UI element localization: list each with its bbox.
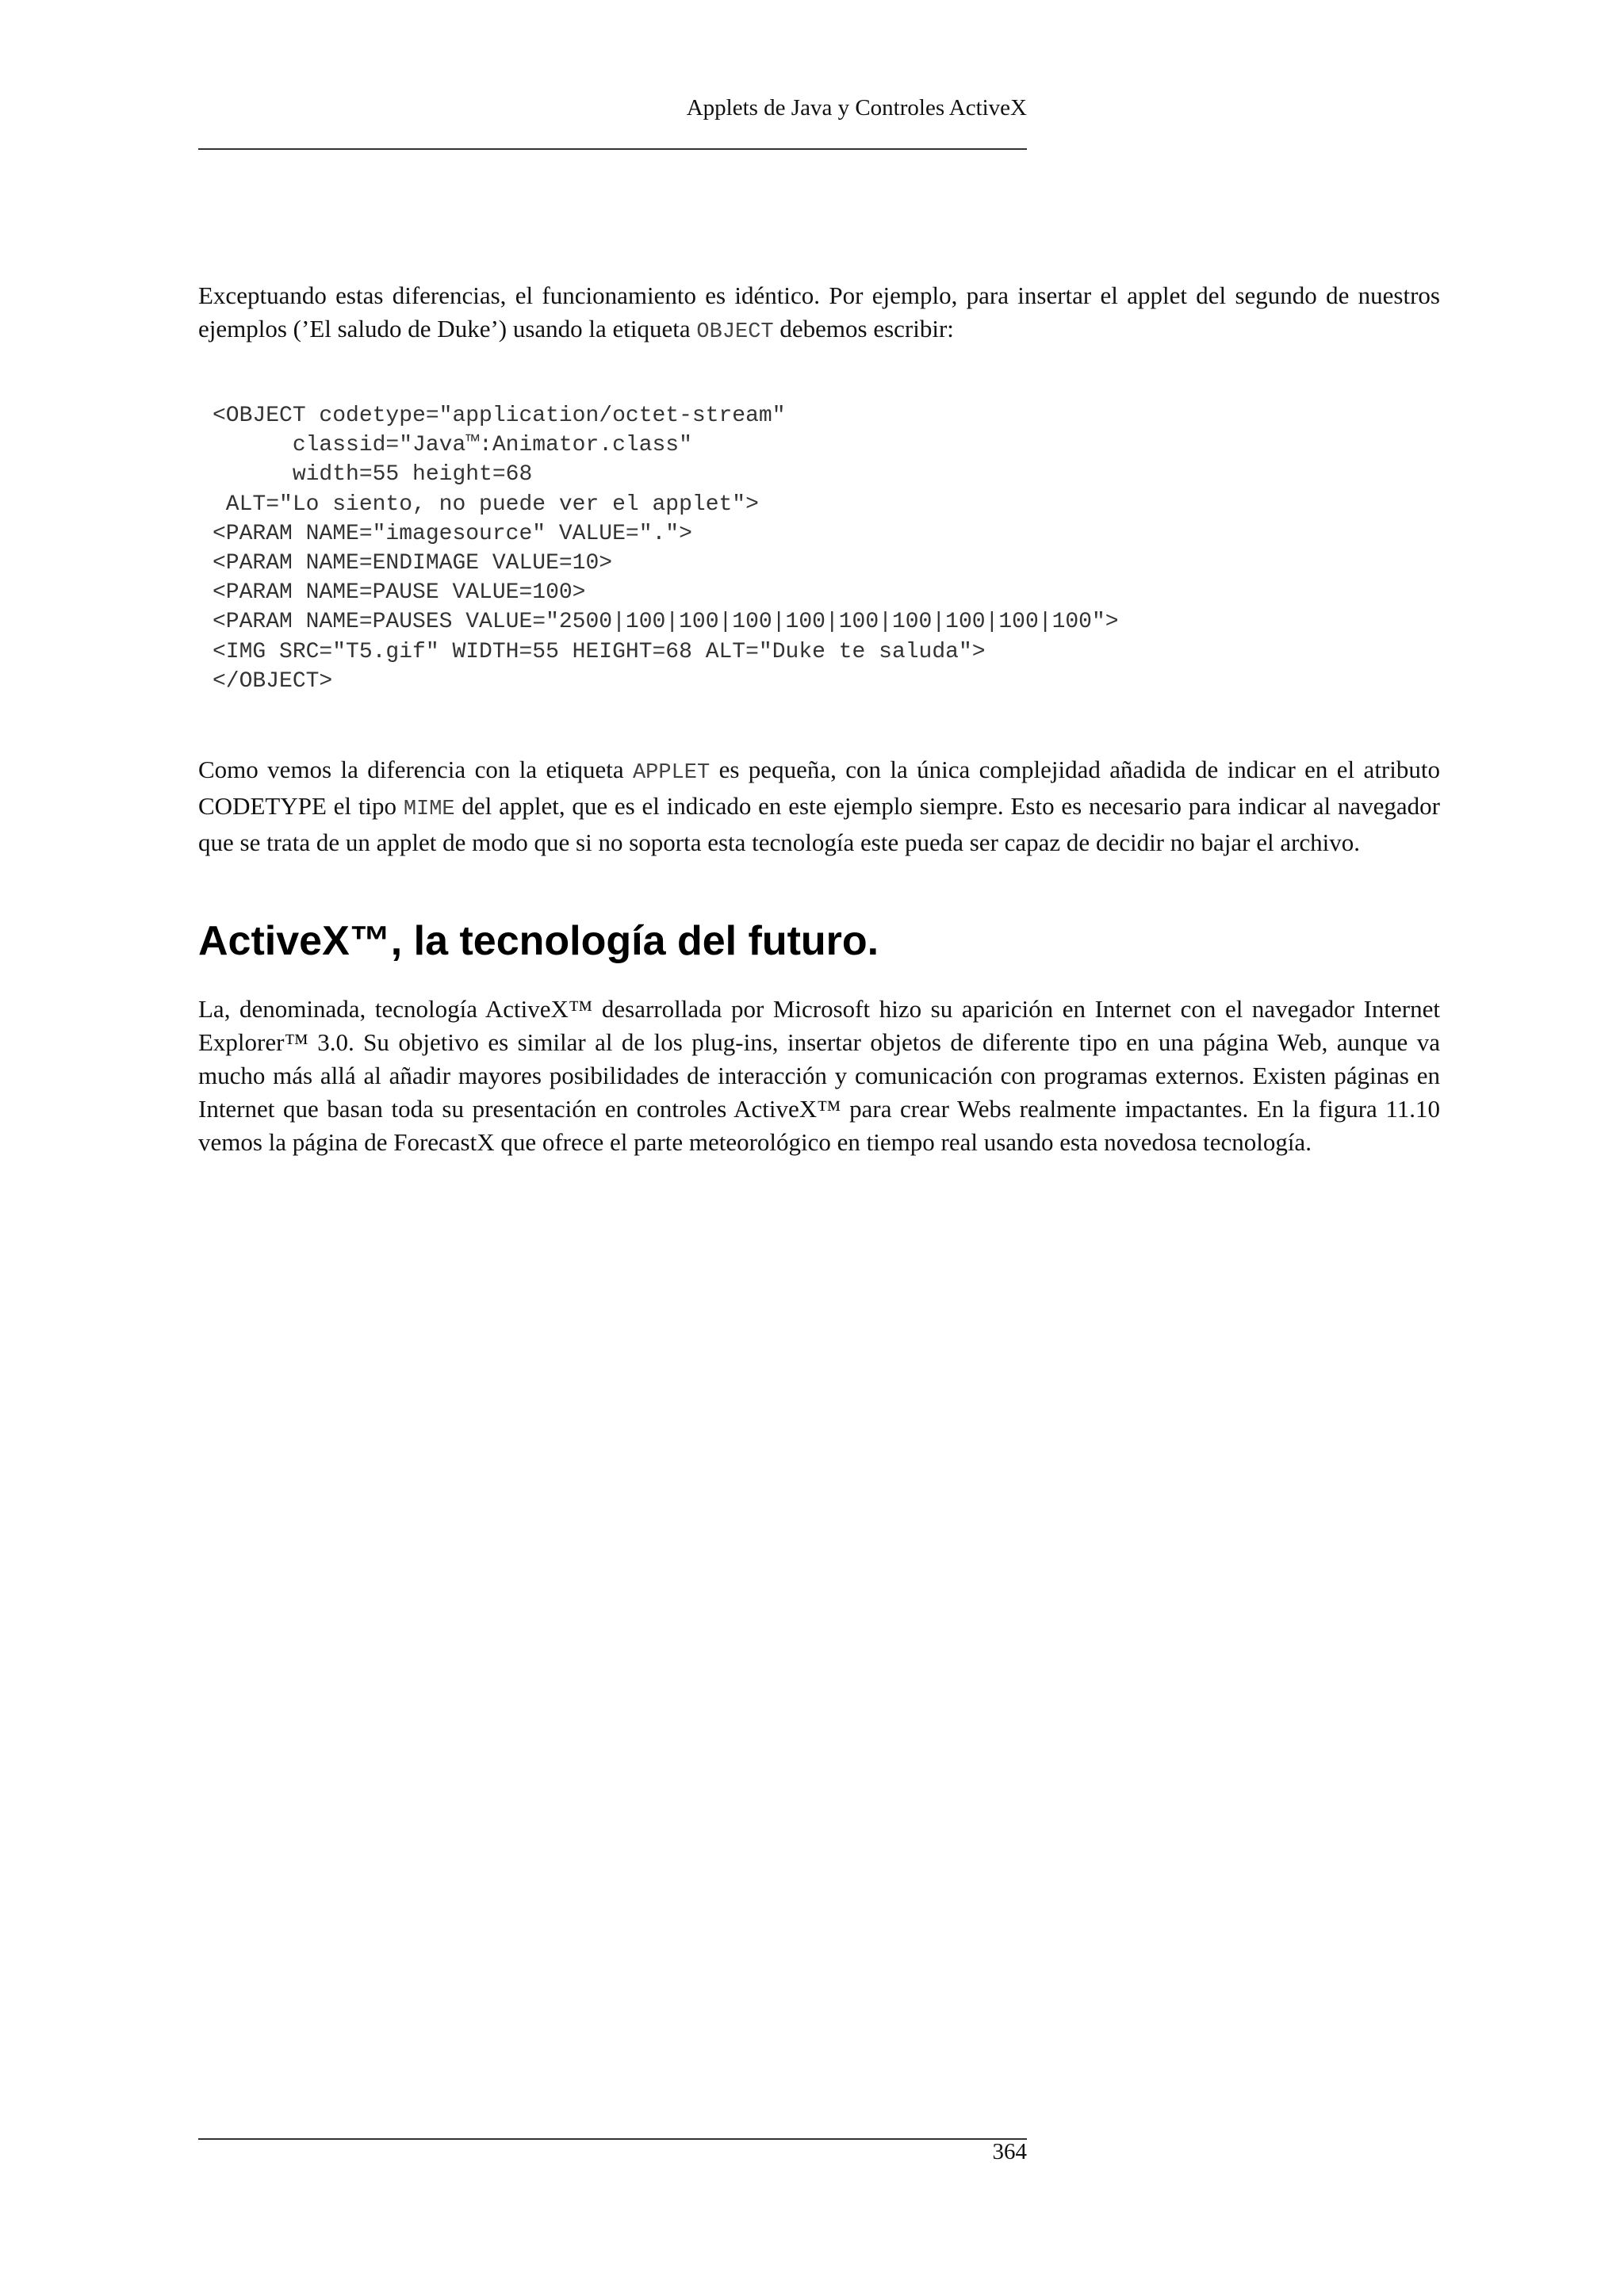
code-block (213, 401, 1434, 696)
code-line: <OBJECT codetype="application/octet-stream" (213, 404, 786, 428)
intro-text: Exceptuando estas diferencias, el funcionamiento es idéntico. Por ejemplo, para insertar el applet del segundo de nuestros ejemplos (’El saludo de Duke’) usando la etiqueta (198, 281, 1440, 342)
explanation-text: Como vemos la diferencia con la etiqueta (198, 756, 633, 783)
code-line: width=55 height=68 (213, 462, 533, 488)
running-header: Applets de Java y Controles ActiveX (686, 95, 1027, 121)
code-line: <PARAM NAME=ENDIMAGE VALUE=10> (213, 550, 613, 576)
explanation-text: del applet, que es el indicado en este ejemplo siempre. Esto es necesario para indicar al navegador que se trata de un applet de modo que si no soporta esta tecnología este pueda ser capaz de decidir no bajar el archivo. (198, 792, 1440, 856)
page-number: 364 (992, 2139, 1027, 2164)
explanation-text: es pequeña, con la única complejidad añadida de indicar en el atributo CODETYPE el tipo (198, 756, 1440, 820)
section-heading: ActiveX™, la tecnología del futuro. (198, 918, 879, 964)
code-line: <IMG SRC="T5.gif" WIDTH=55 HEIGHT=68 ALT="Duke te saluda"> (213, 639, 986, 664)
code-line: <PARAM NAME=PAUSE VALUE=100> (213, 580, 586, 606)
intro-paragraph (198, 279, 1440, 349)
code-line: ALT="Lo siento, no puede ver el applet"> (213, 492, 759, 517)
activex-paragraph: La, denominada, tecnología ActiveX™ desarrollada por Microsoft hizo su aparición en Internet con el navegador Internet Explorer™ 3.0. Su objetivo es similar al de los plug-ins, insertar objetos de diferente tipo en una página Web, aunque va mucho más allá al añadir mayores posibilidades de interacción y comunicación con programas externos. Existen páginas en Internet que basan toda su presentación en controles ActiveX™ para crear Webs realmente impactantes. En la figura 11.10 vemos la página de ForecastX que ofrece el parte meteorológico en tiempo real usando esta novedosa tecnología. (198, 995, 1440, 1156)
code-line: classid="Java™:Animator.class" (213, 433, 692, 458)
header-rule (198, 148, 1027, 150)
inline-code-applet: APPLET (632, 761, 710, 785)
inline-code-mime: MIME (403, 798, 455, 821)
intro-text-end: debemos escribir: (773, 315, 954, 342)
inline-code-object: OBJECT (696, 320, 774, 344)
explanation-paragraph (198, 753, 1440, 859)
code-line: </OBJECT> (213, 668, 333, 694)
code-line: <PARAM NAME="imagesource" VALUE="."> (213, 521, 692, 546)
code-line: <PARAM NAME=PAUSES VALUE="2500|100|100|100|100|100|100|100|100|100"> (213, 610, 1119, 635)
